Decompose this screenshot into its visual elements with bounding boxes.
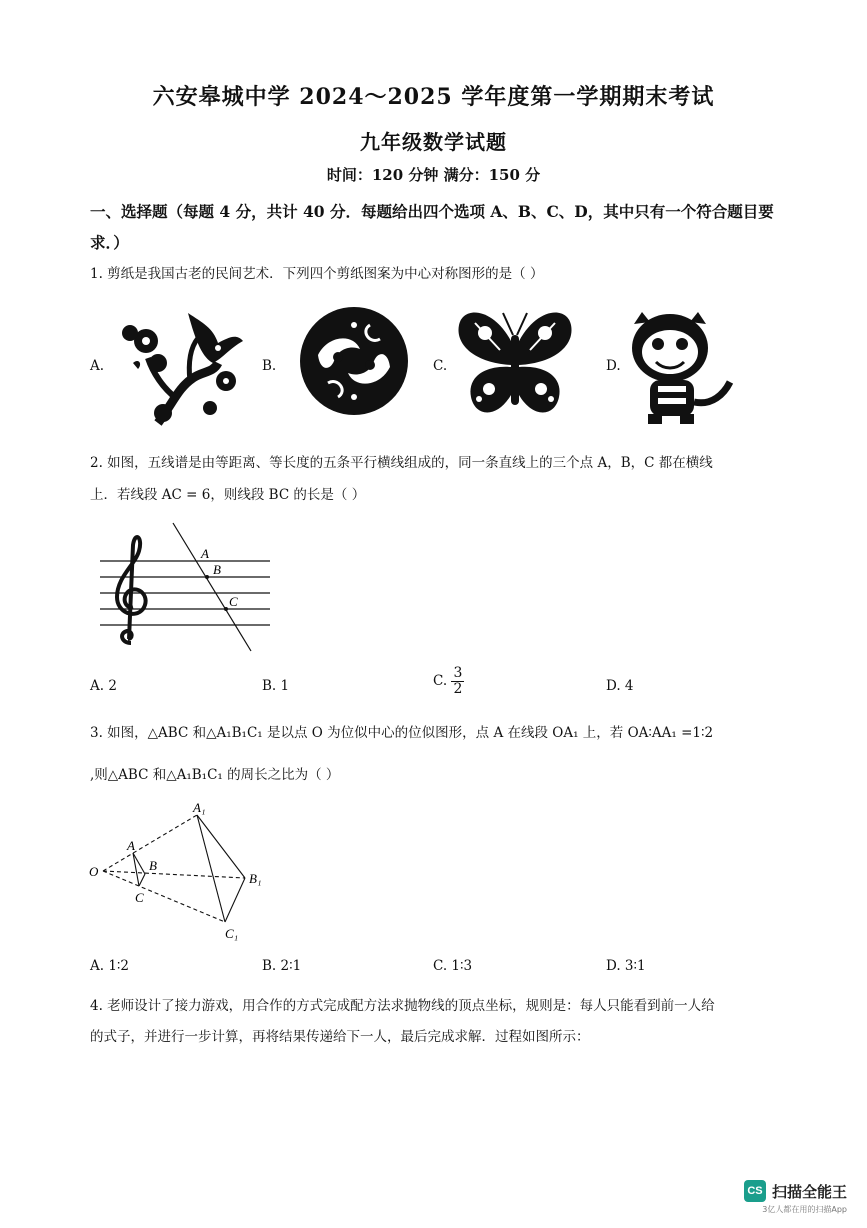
point-b1-label: B₁ bbox=[249, 871, 262, 886]
fraction-denominator: 2 bbox=[453, 681, 463, 697]
scanner-logo-icon: CS bbox=[744, 1180, 766, 1202]
scanner-app-name: 扫描全能王 bbox=[771, 1182, 847, 1201]
point-o-label: O bbox=[89, 864, 99, 879]
q3-option-a: A. 1∶2 bbox=[90, 958, 130, 974]
q1-option-d-label: D. bbox=[606, 358, 621, 374]
point-c1-label: C₁ bbox=[225, 926, 239, 941]
exam-title: 六安皋城中学 2024～2025 学年度第一学期期末考试 bbox=[152, 84, 715, 110]
question-3-line1: 3. 如图，△ABC 和△A₁B₁C₁ 是以点 O 为位似中心的位似图形，点 A 在线段 OA₁ 上，若 OA∶AA₁ =1∶2 bbox=[90, 725, 714, 741]
question-1-text: 1. 剪纸是我国古老的民间艺术．下列四个剪纸图案为中心对称图形的是（ ） bbox=[90, 266, 544, 282]
question-2-line2: 上．若线段 AC = 6，则线段 BC 的长是（ ） bbox=[90, 487, 366, 503]
fraction-numerator: 3 bbox=[453, 665, 463, 681]
q2-option-c-label: C. bbox=[433, 673, 448, 689]
staff-figure bbox=[95, 515, 280, 655]
q2-option-c bbox=[433, 666, 464, 697]
question-3-line2: ,则△ABC 和△A₁B₁C₁ 的周长之比为（ ） bbox=[90, 767, 340, 783]
point-a1-label: A₁ bbox=[193, 800, 206, 815]
exam-subtitle: 九年级数学试题 bbox=[360, 130, 507, 154]
q2-option-a: A. 2 bbox=[90, 678, 117, 694]
q2-option-b: B. 1 bbox=[262, 678, 290, 694]
q3-option-c: C. 1∶3 bbox=[433, 958, 473, 974]
scanner-watermark bbox=[744, 1180, 847, 1215]
point-c-label: C bbox=[135, 890, 144, 905]
papercut-butterfly-image bbox=[455, 305, 575, 421]
point-b-label: B bbox=[149, 858, 157, 873]
papercut-plum-bird-image bbox=[118, 303, 248, 428]
homothety-figure bbox=[85, 800, 275, 945]
point-c-label: C bbox=[229, 594, 238, 609]
papercut-tiger-image bbox=[620, 306, 740, 426]
question-4-line1: 4. 老师设计了接力游戏，用合作的方式完成配方法求抛物线的顶点坐标，规则是：每人只能看到前一人给 bbox=[90, 998, 715, 1014]
q2-option-c-fraction bbox=[451, 666, 464, 697]
q1-option-b-label: B. bbox=[262, 358, 277, 374]
point-a-label: A bbox=[127, 838, 135, 853]
point-a-label: A bbox=[201, 546, 209, 561]
question-4-line2: 的式子，并进行一步计算，再将结果传递给下一人，最后完成求解．过程如图所示： bbox=[90, 1029, 590, 1045]
scanner-tagline: 3亿人都在用的扫描App bbox=[762, 1205, 847, 1214]
q1-option-a-label: A. bbox=[90, 358, 105, 374]
question-2-line1: 2. 如图，五线谱是由等距离、等长度的五条平行横线组成的，同一条直线上的三个点 A，B，C 都在横线 bbox=[90, 455, 713, 471]
q2-option-d: D. 4 bbox=[606, 678, 634, 694]
q3-option-b: B. 2∶1 bbox=[262, 958, 302, 974]
point-b-label: B bbox=[213, 562, 221, 577]
papercut-circle-image bbox=[298, 305, 410, 417]
q3-option-d: D. 3∶1 bbox=[606, 958, 646, 974]
q1-option-c-label: C. bbox=[433, 358, 448, 374]
exam-info: 时间：120 分钟 满分：150 分 bbox=[326, 166, 541, 184]
section-heading: 一、选择题（每题 4 分，共计 40 分．每题给出四个选项 A、B、C、D，其中只有一个符合题目要求．） bbox=[90, 202, 774, 252]
